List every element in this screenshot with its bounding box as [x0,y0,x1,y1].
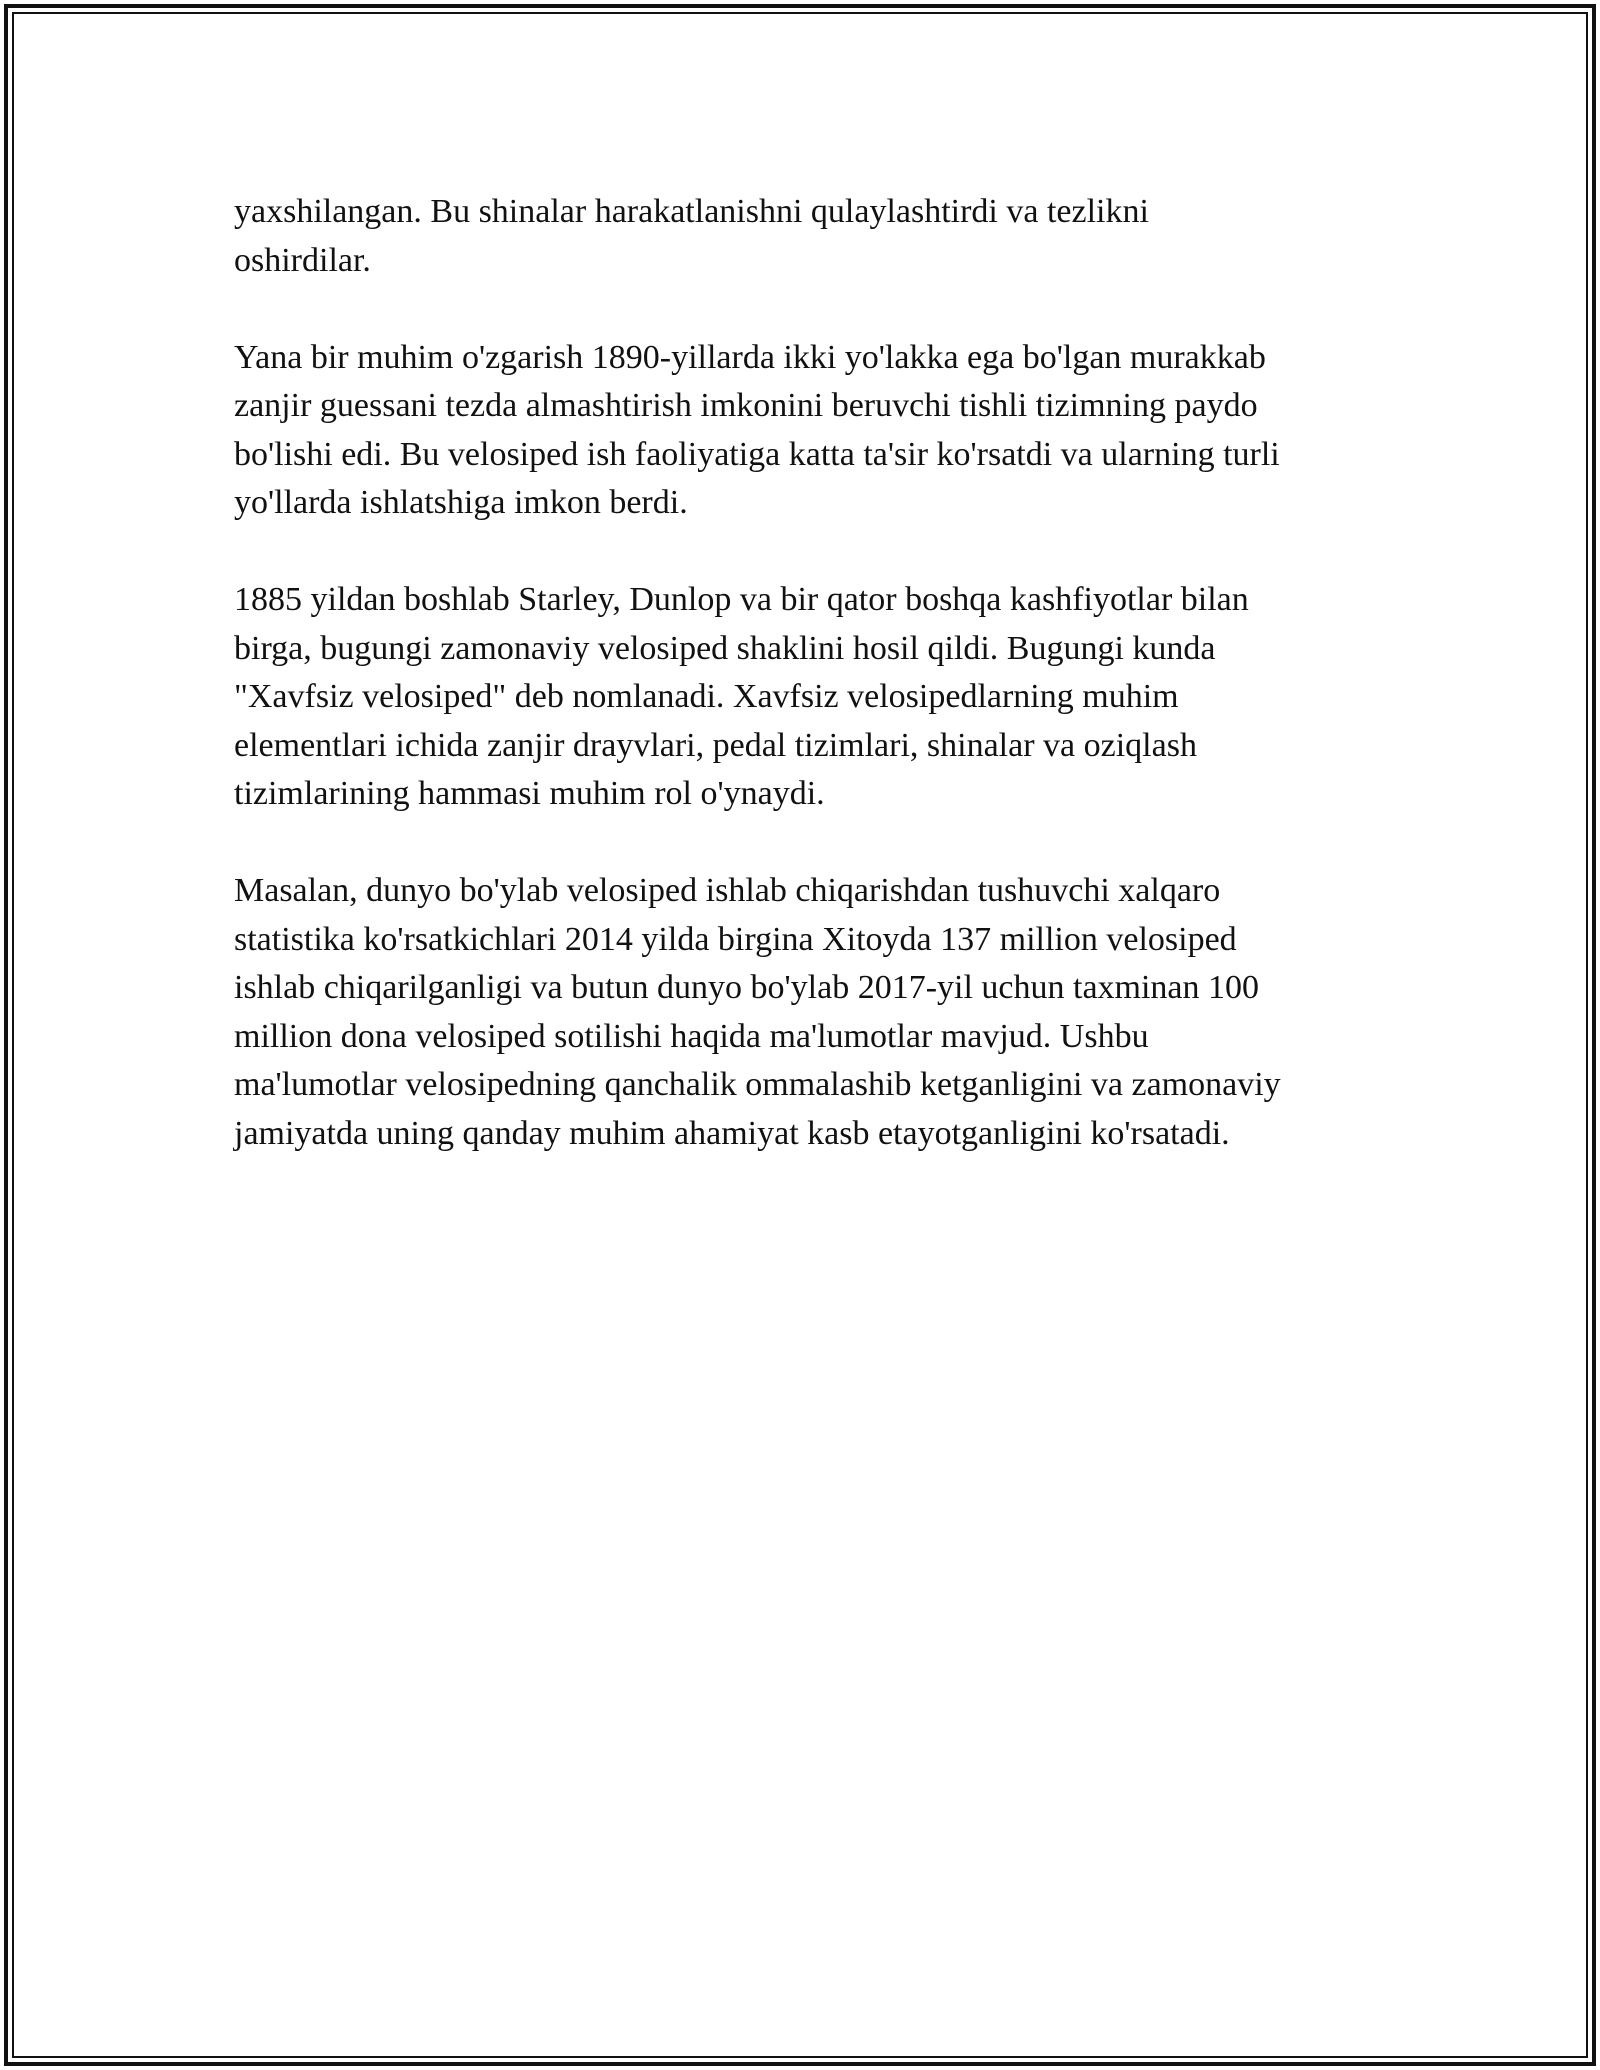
paragraph-3 [234,576,1394,819]
text-line: jamiyatda uning qanday muhim ahamiyat kasb etayotganligini ko'rsatadi. [234,1114,1230,1152]
text-line: ma'lumotlar velosipedning qanchalik ommalashib ketganligini va zamonaviy [234,1066,1281,1103]
document-body [234,188,1394,1207]
paragraph-2 [234,334,1394,528]
text-line: tizimlarining hammasi muhim rol o'ynaydi. [234,775,825,812]
text-line: zanjir guessani tezda almashtirish imkonini beruvchi tishli tizimning paydo [234,387,1258,424]
text-line: million dona velosiped sotilishi haqida ma'lumotlar mavjud. Ushbu [234,1017,1149,1055]
text-line: bo'lishi edi. Bu velosiped ish faoliyatiga katta ta'sir ko'rsatdi va ularning turli [234,435,1280,473]
text-line: ishlab chiqarilganligi va butun dunyo bo'ylab 2017-yil uchun taxminan 100 [234,969,1260,1006]
paragraph-4 [234,867,1394,1158]
text-line: yaxshilangan. Bu shinalar harakatlanishni qulaylashtirdi va tezlikni [234,193,1149,230]
text-line: "Xavfsiz velosiped" deb nomlanadi. Xavfsiz velosipedlarning muhim [234,678,1179,715]
text-line: elementlari ichida zanjir drayvlari, pedal tizimlari, shinalar va oziqlash [234,726,1197,764]
text-line: statistika ko'rsatkichlari 2014 yilda birgina Xitoyda 137 million velosiped [234,920,1237,958]
text-line: oshirdilar. [234,241,371,279]
text-line: yo'llarda ishlatshiga imkon berdi. [234,484,688,521]
text-line: 1885 yildan boshlab Starley, Dunlop va bir qator boshqa kashfiyotlar bilan [234,581,1249,618]
text-line: Masalan, dunyo bo'ylab velosiped ishlab chiqarishdan tushuvchi xalqaro [234,872,1221,909]
text-line: birga, bugungi zamonaviy velosiped shaklini hosil qildi. Bugungi kunda [234,629,1216,667]
text-line: Yana bir muhim o'zgarish 1890-yillarda ikki yo'lakka ega bo'lgan murakkab [234,338,1266,376]
paragraph-1 [234,188,1394,285]
